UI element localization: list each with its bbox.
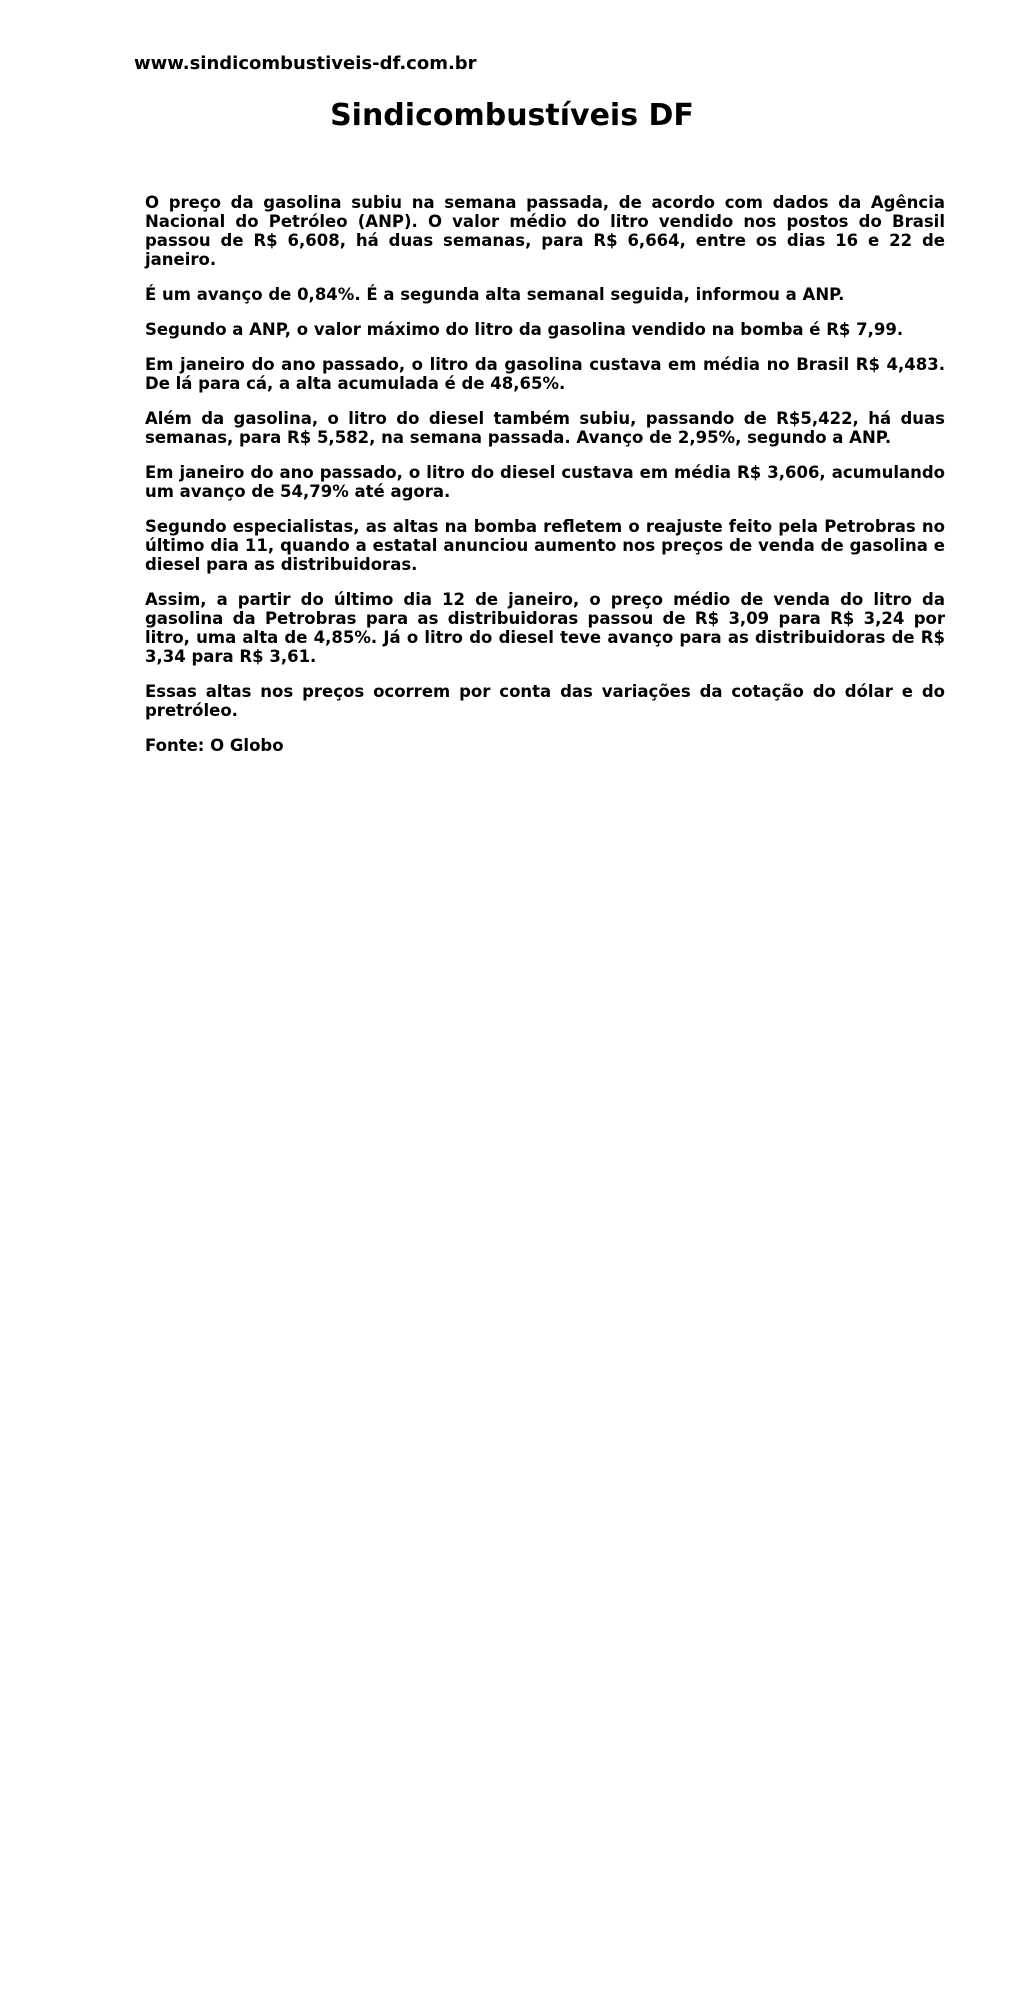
site-url: www.sindicombustiveis-df.com.br	[134, 53, 477, 74]
article-paragraph: Assim, a partir do último dia 12 de janeiro, o preço médio de venda do litro da gasolina da Petrobras para as distribuidoras passou de R$ 3,09 para R$ 3,24 por litro, uma alta de 4,85%. Já o litro do diesel teve avanço para as distribuidoras de R$ 3,34 para R$ 3,61.	[145, 590, 945, 666]
article-paragraph: Em janeiro do ano passado, o litro da gasolina custava em média no Brasil R$ 4,483. De lá para cá, a alta acumulada é de 48,65%.	[145, 355, 945, 393]
article-paragraph: Em janeiro do ano passado, o litro do diesel custava em média R$ 3,606, acumulando um avanço de 54,79% até agora.	[145, 463, 945, 501]
article-body	[145, 193, 945, 771]
article-source: Fonte: O Globo	[145, 736, 284, 755]
article-paragraph: O preço da gasolina subiu na semana passada, de acordo com dados da Agência Nacional do Petróleo (ANP). O valor médio do litro vendido nos postos do Brasil passou de R$ 6,608, há duas semanas, para R$ 6,664, entre os dias 16 e 22 de janeiro.	[145, 193, 945, 269]
article-paragraph: Segundo a ANP, o valor máximo do litro da gasolina vendido na bomba é R$ 7,99.	[145, 320, 904, 339]
article-paragraph: Segundo especialistas, as altas na bomba refletem o reajuste feito pela Petrobras no último dia 11, quando a estatal anunciou aumento nos preços de venda de gasolina e diesel para as distribuidoras.	[145, 517, 945, 574]
article-paragraph: É um avanço de 0,84%. É a segunda alta semanal seguida, informou a ANP.	[145, 285, 845, 304]
page-title: Sindicombustíveis DF	[330, 98, 694, 133]
article-paragraph: Essas altas nos preços ocorrem por conta das variações da cotação do dólar e do pretróleo.	[145, 682, 945, 720]
article-paragraph: Além da gasolina, o litro do diesel também subiu, passando de R$5,422, há duas semanas, para R$ 5,582, na semana passada. Avanço de 2,95%, segundo a ANP.	[145, 409, 945, 447]
